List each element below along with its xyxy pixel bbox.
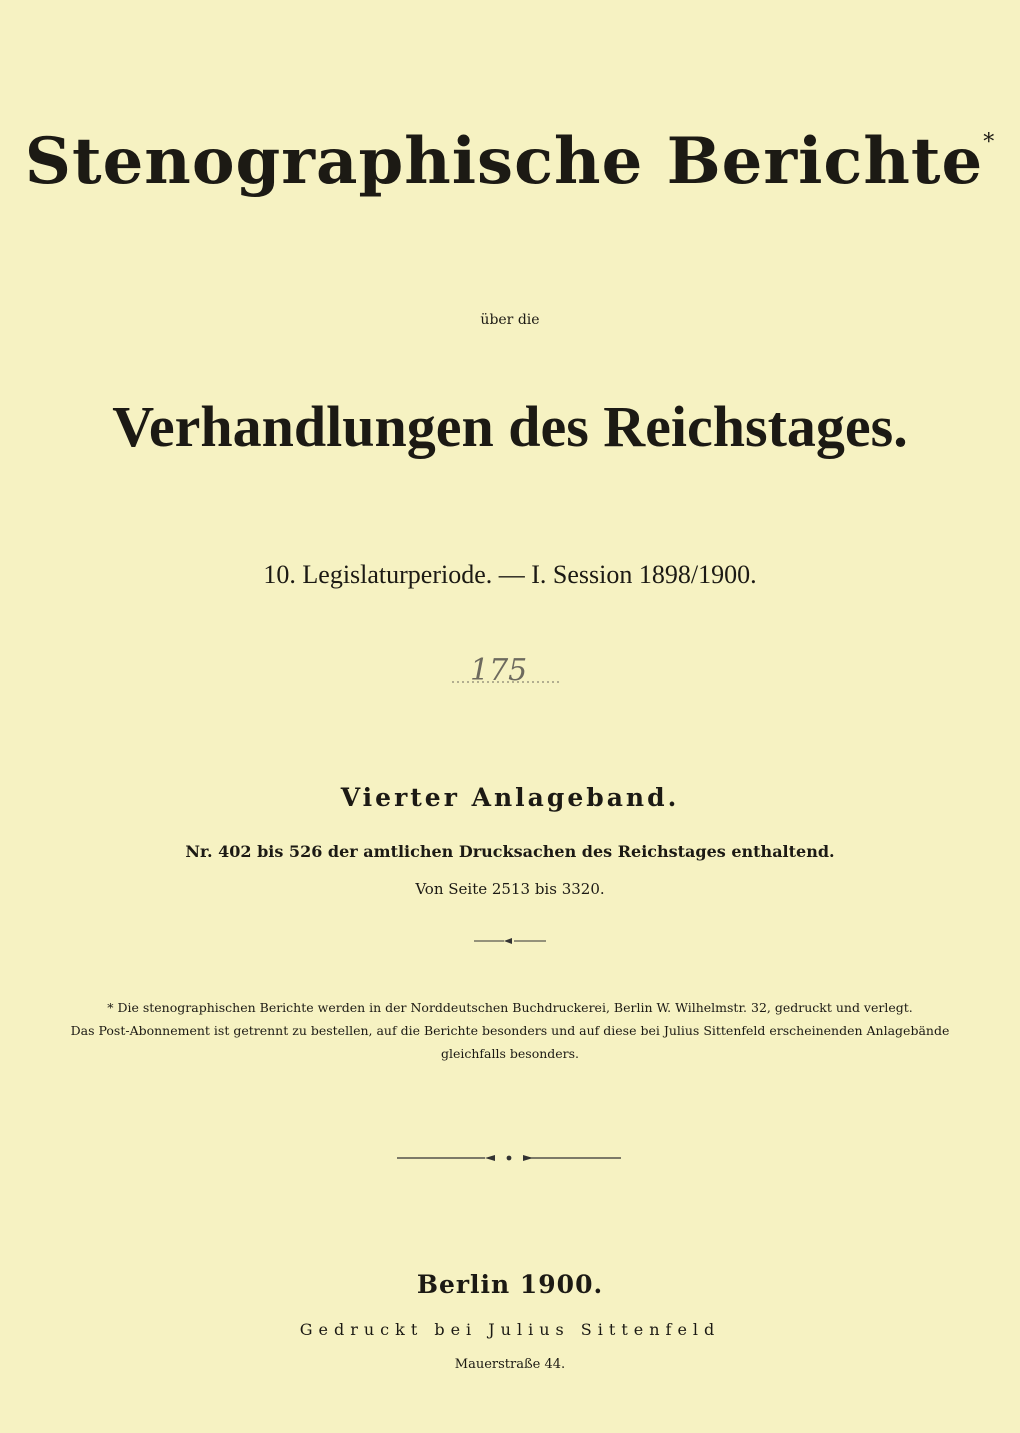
- main-title: [0, 124, 1020, 199]
- footnote-line-3: gleichfalls besonders.: [440, 1046, 580, 1061]
- subtitle-small: über die: [480, 312, 540, 328]
- imprint-place-year: Berlin 1900.: [416, 1270, 604, 1299]
- footnote: [20, 996, 1000, 1065]
- footnote-line-2: Das Post-Abonnement ist getrennt zu bestellen, auf die Berichte besonders und auf diese bei Julius Sittenfeld erscheinenden Anlagebände: [70, 1023, 950, 1038]
- legislature-line: 10. Legislaturperiode. — I. Session 1898/1900.: [263, 560, 757, 589]
- title-asterisk: *: [983, 130, 996, 155]
- volume-name: Vierter Anlageband.: [340, 783, 680, 812]
- handwritten-mark: [448, 650, 568, 700]
- subtitle-large: Verhandlungen des Reichstages.: [112, 394, 908, 459]
- ornament-divider-large: [395, 1152, 623, 1164]
- main-title-text: Stenographische Berichte: [24, 124, 984, 199]
- footnote-line-1: * Die stenographischen Berichte werden in der Norddeutschen Buchdruckerei, Berlin W. Wilhelmstr. 32, gedruckt und verlegt.: [107, 1000, 913, 1015]
- imprint-printer: Gedruckt bei Julius Sittenfeld: [299, 1320, 721, 1339]
- handwritten-number: 175: [470, 653, 528, 688]
- imprint-address: Mauerstraße 44.: [454, 1357, 566, 1372]
- volume-pages: Von Seite 2513 bis 3320.: [415, 880, 605, 898]
- volume-contents: Nr. 402 bis 526 der amtlichen Drucksachen des Reichstages enthaltend.: [185, 842, 835, 861]
- ornament-divider-small: [470, 936, 550, 946]
